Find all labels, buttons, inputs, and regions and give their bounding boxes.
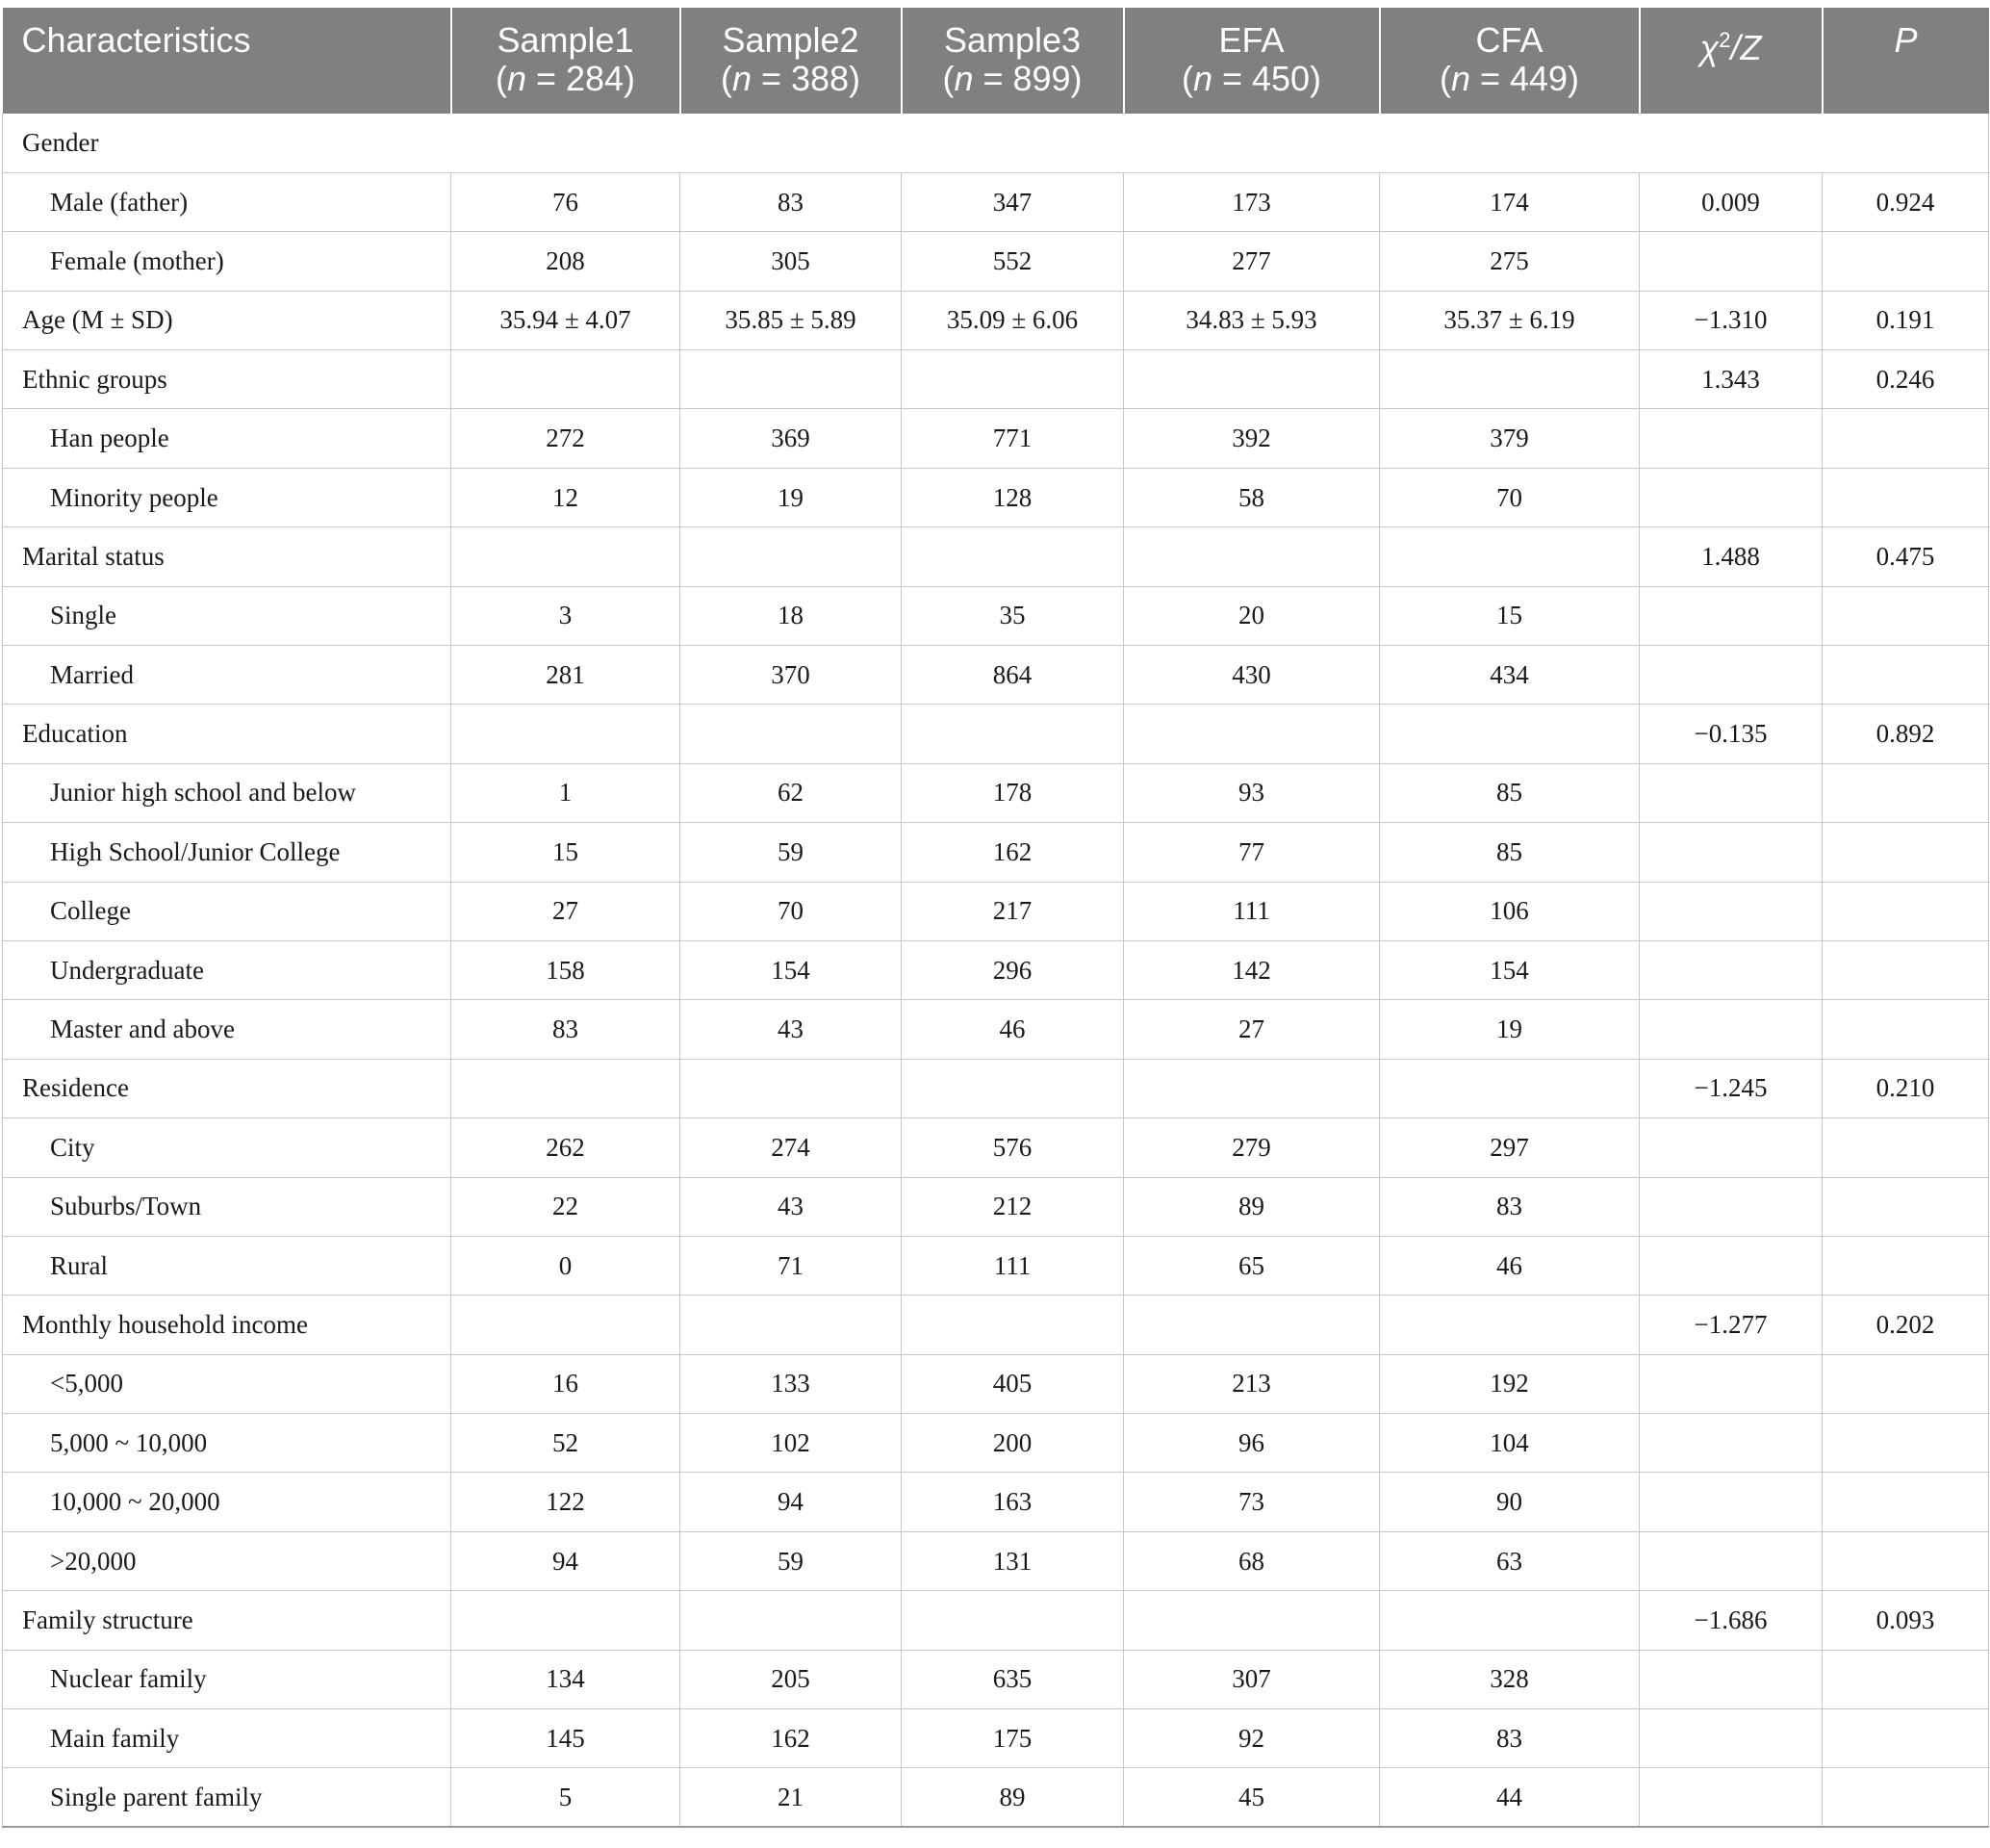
header-p: P [1823,8,1989,114]
row-label: High School/Junior College [3,823,451,882]
cell-cfa [1380,705,1640,763]
cell-sample3: 771 [902,409,1124,468]
cell-chi-z: 0.009 [1640,172,1823,231]
cell-chi-z [1640,409,1823,468]
cell-chi-z [1640,882,1823,940]
cell-p: 0.246 [1823,350,1989,409]
table-row [3,1236,1989,1295]
cell-sample2: 43 [680,1000,902,1059]
header-efa [1124,8,1380,114]
cell-sample1: 27 [451,882,680,940]
row-label: Suburbs/Town [3,1177,451,1236]
cell-efa: 93 [1124,763,1380,822]
row-label: Age (M ± SD) [3,291,451,349]
cell-p [1823,409,1989,468]
cell-sample2: 59 [680,1531,902,1590]
table-header [3,8,1989,114]
header-efa-name: EFA [1218,20,1285,60]
cell-cfa: 46 [1380,1236,1640,1295]
cell-sample1: 16 [451,1354,680,1413]
cell-sample1 [451,527,680,586]
table-row [3,940,1989,999]
cell-sample3: 635 [902,1650,1124,1708]
cell-sample2 [680,1296,902,1354]
cell-sample1: 208 [451,232,680,291]
table-row [3,232,1989,291]
row-label: City [3,1118,451,1177]
cell-sample1: 134 [451,1650,680,1708]
table-row [3,705,1989,763]
table-row [3,1709,1989,1768]
cell-sample2: 94 [680,1473,902,1531]
cell-p [1823,468,1989,526]
cell-sample3: 131 [902,1531,1124,1590]
cell-chi-z: −1.277 [1640,1296,1823,1354]
cell-sample3: 296 [902,940,1124,999]
cell-efa [1124,350,1380,409]
cell-sample2: 133 [680,1354,902,1413]
cell-chi-z [1640,1414,1823,1473]
cell-sample3: 217 [902,882,1124,940]
cell-sample1: 3 [451,586,680,645]
row-label: Main family [3,1709,451,1768]
header-sample1-name: Sample1 [497,20,634,60]
header-sample1 [451,8,680,114]
cell-sample1: 145 [451,1709,680,1768]
cell-cfa [1380,350,1640,409]
cell-efa: 89 [1124,1177,1380,1236]
cell-sample3 [902,350,1124,409]
cell-p: 0.202 [1823,1296,1989,1354]
header-sample3-name: Sample3 [943,20,1082,60]
header-chi-z: $\chi^2/Z$ [1640,8,1823,114]
cell-cfa: 83 [1380,1177,1640,1236]
cell-sample1: 83 [451,1000,680,1059]
cell-sample3: 111 [902,1236,1124,1295]
cell-sample3: 162 [902,823,1124,882]
cell-cfa [1380,527,1640,586]
table-row [3,1473,1989,1531]
cell-sample1: 262 [451,1118,680,1177]
cell-chi-z: 1.488 [1640,527,1823,586]
header-sample3 [902,8,1124,114]
cell-sample2: 18 [680,586,902,645]
table-row [3,1591,1989,1650]
cell-cfa: 154 [1380,940,1640,999]
table-row [3,1650,1989,1708]
cell-sample3: 212 [902,1177,1124,1236]
header-cfa-n: (n = 449) [1439,59,1580,98]
table-row [3,1177,1989,1236]
cell-p [1823,763,1989,822]
cell-cfa [1380,1296,1640,1354]
cell-efa: 45 [1124,1768,1380,1827]
cell-chi-z: −1.245 [1640,1059,1823,1117]
table-row [3,291,1989,349]
characteristics-table [2,8,1989,1828]
row-label: 10,000 ~ 20,000 [3,1473,451,1531]
cell-p: 0.210 [1823,1059,1989,1117]
row-label: Male (father) [3,172,451,231]
cell-efa: 277 [1124,232,1380,291]
cell-sample3: 552 [902,232,1124,291]
cell-sample2: 305 [680,232,902,291]
cell-efa: 96 [1124,1414,1380,1473]
row-label: Marital status [3,527,451,586]
cell-chi-z [1640,232,1823,291]
cell-chi-z [1640,940,1823,999]
cell-efa [1124,705,1380,763]
cell-sample2: 162 [680,1709,902,1768]
cell-p: 0.892 [1823,705,1989,763]
cell-efa: 392 [1124,409,1380,468]
cell-chi-z [1640,1354,1823,1413]
header-sample2 [680,8,902,114]
cell-chi-z [1640,1473,1823,1531]
cell-sample3 [902,1591,1124,1650]
cell-sample1: 1 [451,763,680,822]
cell-cfa: 297 [1380,1118,1640,1177]
cell-p: 0.475 [1823,527,1989,586]
cell-cfa: 104 [1380,1414,1640,1473]
cell-sample3 [902,705,1124,763]
cell-p [1823,586,1989,645]
cell-sample1: 281 [451,646,680,705]
cell-sample2 [680,705,902,763]
row-label: Junior high school and below [3,763,451,822]
cell-cfa: 328 [1380,1650,1640,1708]
cell-sample1: 15 [451,823,680,882]
cell-sample2: 19 [680,468,902,526]
cell-cfa: 192 [1380,1354,1640,1413]
cell-sample2 [680,350,902,409]
cell-p: 0.093 [1823,1591,1989,1650]
cell-cfa: 434 [1380,646,1640,705]
cell-sample2: 369 [680,409,902,468]
cell-sample1: 5 [451,1768,680,1827]
cell-efa: 111 [1124,882,1380,940]
row-label: Monthly household income [3,1296,451,1354]
cell-sample1 [451,705,680,763]
cell-efa: 92 [1124,1709,1380,1768]
cell-sample1: 158 [451,940,680,999]
cell-efa: 27 [1124,1000,1380,1059]
header-sample3-n: (n = 899) [942,59,1083,98]
cell-cfa: 35.37 ± 6.19 [1380,291,1640,349]
row-label: Ethnic groups [3,350,451,409]
table-row [3,1354,1989,1413]
cell-cfa: 90 [1380,1473,1640,1531]
cell-efa: 142 [1124,940,1380,999]
table-row [3,1531,1989,1590]
cell-efa: 430 [1124,646,1380,705]
cell-sample1: 94 [451,1531,680,1590]
cell-sample1: 22 [451,1177,680,1236]
cell-p [1823,1177,1989,1236]
cell-sample2: 59 [680,823,902,882]
row-label: Rural [3,1236,451,1295]
cell-p: 0.191 [1823,291,1989,349]
cell-sample1: 52 [451,1414,680,1473]
header-cfa [1380,8,1640,114]
cell-sample3: 35.09 ± 6.06 [902,291,1124,349]
row-label: Single parent family [3,1768,451,1827]
cell-sample1 [451,1296,680,1354]
cell-p [1823,1473,1989,1531]
cell-cfa: 19 [1380,1000,1640,1059]
cell-sample2: 71 [680,1236,902,1295]
cell-efa: 307 [1124,1650,1380,1708]
cell-cfa: 174 [1380,172,1640,231]
cell-p [1823,1354,1989,1413]
row-label: College [3,882,451,940]
table-body [3,114,1989,1827]
cell-p [1823,1236,1989,1295]
cell-sample2 [680,527,902,586]
cell-efa: 58 [1124,468,1380,526]
cell-sample2: 370 [680,646,902,705]
cell-chi-z [1640,1000,1823,1059]
cell-sample3: 163 [902,1473,1124,1531]
cell-chi-z [1640,1709,1823,1768]
row-label: Minority people [3,468,451,526]
cell-efa: 65 [1124,1236,1380,1295]
table-row [3,409,1989,468]
table-row [3,1414,1989,1473]
table-row [3,1059,1989,1117]
cell-chi-z: 1.343 [1640,350,1823,409]
cell-sample1: 0 [451,1236,680,1295]
table-row [3,1000,1989,1059]
cell-p [1823,1000,1989,1059]
cell-p [1823,1414,1989,1473]
header-sample2-name: Sample2 [722,20,859,60]
cell-p [1823,882,1989,940]
cell-sample1 [451,1059,680,1117]
cell-p [1823,232,1989,291]
header-efa-n: (n = 450) [1181,59,1322,98]
table-row [3,1118,1989,1177]
cell-sample1: 122 [451,1473,680,1531]
cell-chi-z [1640,1650,1823,1708]
cell-sample1: 272 [451,409,680,468]
row-label: Master and above [3,1000,451,1059]
cell-efa: 73 [1124,1473,1380,1531]
table-row [3,823,1989,882]
row-label: Female (mother) [3,232,451,291]
cell-efa: 20 [1124,586,1380,645]
cell-efa [1124,1059,1380,1117]
cell-sample2: 154 [680,940,902,999]
cell-chi-z [1640,823,1823,882]
cell-sample2: 274 [680,1118,902,1177]
cell-efa [1124,1591,1380,1650]
cell-sample2: 70 [680,882,902,940]
cell-chi-z [1640,1531,1823,1590]
cell-p [1823,1709,1989,1768]
cell-p [1823,1118,1989,1177]
cell-p [1823,646,1989,705]
cell-sample2: 35.85 ± 5.89 [680,291,902,349]
cell-sample2 [680,1591,902,1650]
cell-cfa: 85 [1380,823,1640,882]
cell-cfa: 15 [1380,586,1640,645]
cell-efa: 213 [1124,1354,1380,1413]
cell-chi-z [1640,1177,1823,1236]
header-sample1-n: (n = 284) [495,59,636,98]
cell-cfa: 106 [1380,882,1640,940]
cell-sample3: 46 [902,1000,1124,1059]
table-row [3,172,1989,231]
cell-cfa: 44 [1380,1768,1640,1827]
cell-sample3: 405 [902,1354,1124,1413]
row-label: Gender [3,114,1989,172]
cell-efa [1124,1296,1380,1354]
cell-efa: 34.83 ± 5.93 [1124,291,1380,349]
cell-cfa [1380,1591,1640,1650]
table-row [3,350,1989,409]
cell-efa: 77 [1124,823,1380,882]
cell-cfa: 379 [1380,409,1640,468]
cell-sample3: 200 [902,1414,1124,1473]
cell-sample3: 864 [902,646,1124,705]
table-row [3,763,1989,822]
cell-sample1 [451,1591,680,1650]
cell-sample3 [902,527,1124,586]
cell-chi-z: −1.686 [1640,1591,1823,1650]
cell-sample1: 76 [451,172,680,231]
cell-efa: 173 [1124,172,1380,231]
row-label: Residence [3,1059,451,1117]
header-cfa-name: CFA [1475,20,1544,60]
cell-p [1823,1650,1989,1708]
table-row [3,646,1989,705]
row-label: Nuclear family [3,1650,451,1708]
table-row [3,1296,1989,1354]
cell-sample2 [680,1059,902,1117]
cell-sample3 [902,1296,1124,1354]
row-label: Education [3,705,451,763]
cell-chi-z [1640,763,1823,822]
cell-sample2: 43 [680,1177,902,1236]
cell-sample3 [902,1059,1124,1117]
table-row [3,114,1989,172]
cell-sample3: 89 [902,1768,1124,1827]
cell-efa: 68 [1124,1531,1380,1590]
cell-sample1: 12 [451,468,680,526]
cell-cfa [1380,1059,1640,1117]
cell-chi-z: −0.135 [1640,705,1823,763]
cell-cfa: 275 [1380,232,1640,291]
table-row [3,468,1989,526]
cell-chi-z [1640,468,1823,526]
cell-sample2: 205 [680,1650,902,1708]
cell-sample3: 347 [902,172,1124,231]
row-label: Family structure [3,1591,451,1650]
cell-p [1823,940,1989,999]
cell-sample3: 35 [902,586,1124,645]
cell-chi-z [1640,586,1823,645]
cell-sample3: 178 [902,763,1124,822]
cell-p [1823,823,1989,882]
cell-sample2: 62 [680,763,902,822]
cell-sample3: 175 [902,1709,1124,1768]
cell-sample1: 35.94 ± 4.07 [451,291,680,349]
cell-chi-z [1640,1118,1823,1177]
cell-p [1823,1531,1989,1590]
header-row [3,8,1989,114]
cell-sample3: 576 [902,1118,1124,1177]
cell-sample2: 102 [680,1414,902,1473]
row-label: Married [3,646,451,705]
cell-sample2: 21 [680,1768,902,1827]
row-label: >20,000 [3,1531,451,1590]
cell-efa: 279 [1124,1118,1380,1177]
header-characteristics: Characteristics [3,8,451,114]
row-label: Single [3,586,451,645]
cell-chi-z [1640,1236,1823,1295]
cell-efa [1124,527,1380,586]
cell-chi-z [1640,1768,1823,1827]
cell-chi-z [1640,646,1823,705]
row-label: Undergraduate [3,940,451,999]
table-row [3,1768,1989,1827]
table-row [3,882,1989,940]
table-row [3,527,1989,586]
row-label: Han people [3,409,451,468]
cell-cfa: 70 [1380,468,1640,526]
cell-cfa: 85 [1380,763,1640,822]
cell-sample2: 83 [680,172,902,231]
cell-p: 0.924 [1823,172,1989,231]
cell-sample3: 128 [902,468,1124,526]
cell-sample1 [451,350,680,409]
cell-cfa: 83 [1380,1709,1640,1768]
row-label: 5,000 ~ 10,000 [3,1414,451,1473]
table-row [3,586,1989,645]
cell-cfa: 63 [1380,1531,1640,1590]
header-sample2-n: (n = 388) [720,59,861,98]
row-label: <5,000 [3,1354,451,1413]
cell-p [1823,1768,1989,1827]
cell-chi-z: −1.310 [1640,291,1823,349]
